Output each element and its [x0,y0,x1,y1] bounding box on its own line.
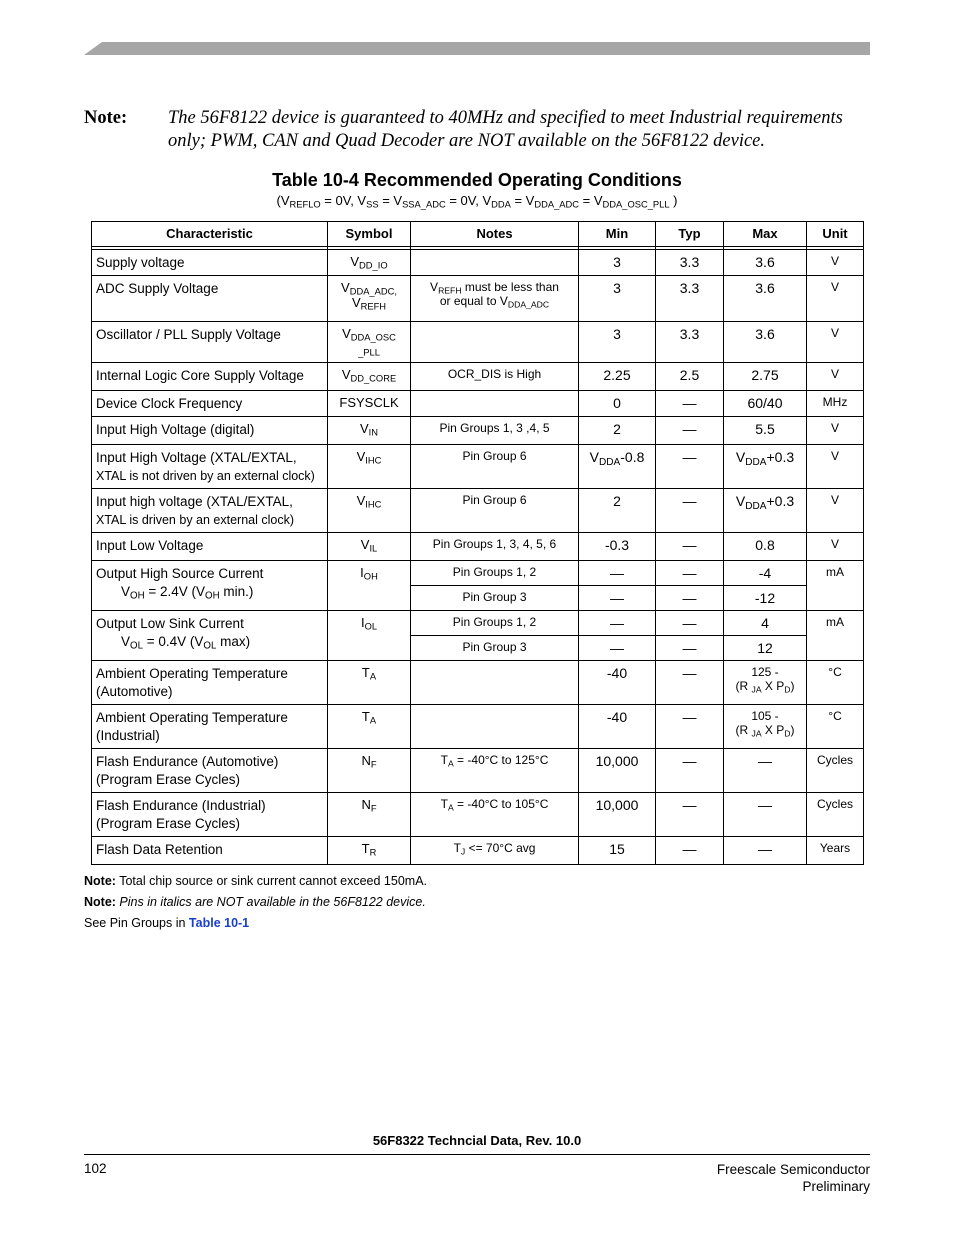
table-row [92,445,864,489]
row-typ: 2.5 [656,363,724,391]
table-row [92,322,864,363]
row-max: 3.6 [724,250,807,276]
table-row [92,417,864,445]
row-min: 3 [579,322,656,363]
row-typ: 3.3 [656,322,724,363]
row-notes: $T_A = -40^\circ C$ to 125°C [411,749,579,793]
table-title: Table 10-4 Recommended Operating Conditions [272,170,682,190]
row-characteristic: Flash Data Retention [92,837,328,865]
row-unit: V [807,250,864,276]
row-characteristic: Input high voltage (XTAL/EXTAL, XTAL is driven by an external clock) [92,489,328,533]
row-symbol: $I_{OH}$ [328,561,411,611]
row-typ: 3.3 [656,276,724,322]
row-symbol: $V_{DD\_IO}$ [328,250,411,276]
row-symbol: $V_{IHC}$ [328,445,411,489]
row-min: 3 [579,276,656,322]
row-min: 15 [579,837,656,865]
row-unit: V [807,363,864,391]
row-symbol: $T_A$ [328,661,411,705]
row-min: 2 [579,417,656,445]
row-notes: Pin Group 6 [411,489,579,533]
table-row [92,611,864,636]
row-min: — [579,636,656,661]
row-unit: MHz [807,391,864,417]
row-max: 0.8 [724,533,807,561]
row-min: -0.3 [579,533,656,561]
row-max: 4 [724,611,807,636]
row-symbol: $V_{DDA\_OSC}$ $_{\_PLL}$ [328,322,411,363]
row-characteristic: Flash Endurance (Automotive) (Program Erase Cycles) [92,749,328,793]
row-notes: $V_{REFH}$ must be less than or equal to $V_{DDA\_ADC}$ [411,276,579,322]
row-min: -40 [579,661,656,705]
table-header-row [92,222,864,247]
row-characteristic: Output Low Sink Current $V_{OL} = 0.4V$ ($V_{OL}$ max) [92,611,328,661]
row-typ: — [656,611,724,636]
footer-company [717,1161,870,1195]
row-characteristic: Input Low Voltage [92,533,328,561]
row-symbol: $T_R$ [328,837,411,865]
row-unit: °C [807,661,864,705]
row-notes: Pin Groups 1, 3 ,4, 5 [411,417,579,445]
row-typ: — [656,391,724,417]
table-row [92,705,864,749]
table-row [92,837,864,865]
row-unit: V [807,533,864,561]
row-min: -40 [579,705,656,749]
row-notes [411,250,579,276]
row-notes [411,661,579,705]
row-max: $V_{DDA}+0.3$ [724,489,807,533]
row-typ: — [656,561,724,586]
table-conditions: ($V_{REFLO} = 0V$, $V_{SS} = V_{SSA\_ADC} = 0V$, $V_{DDA} = V_{DDA\_ADC} = V_{DDA\_OSC\_PLL}$ ) [276,193,678,210]
row-typ: — [656,749,724,793]
row-symbol: $V_{IN}$ [328,417,411,445]
row-notes: Pin Group 3 [411,586,579,611]
table-row [92,749,864,793]
row-max: 105 - (R $_{JA}$ X $P_D$) [724,705,807,749]
row-min: 0 [579,391,656,417]
footnotes [84,871,427,934]
row-characteristic: Oscillator / PLL Supply Voltage [92,322,328,363]
table-row [92,561,864,586]
row-unit: Cycles [807,793,864,837]
row-min: 2.25 [579,363,656,391]
row-min: — [579,586,656,611]
table-row [92,276,864,322]
table-row [92,661,864,705]
row-notes: Pin Group 3 [411,636,579,661]
row-max: 125 - (R $_{JA}$ X $P_D$) [724,661,807,705]
row-symbol: $V_{IL}$ [328,533,411,561]
row-notes: Pin Groups 1, 2 [411,611,579,636]
row-notes [411,705,579,749]
row-notes: Pin Group 6 [411,445,579,489]
row-symbol: $V_{IHC}$ [328,489,411,533]
row-typ: 3.3 [656,250,724,276]
row-notes: OCR_DIS is High [411,363,579,391]
header-max: Max [724,222,807,247]
row-notes: Pin Groups 1, 2 [411,561,579,586]
table-row [92,391,864,417]
row-max: $V_{DDA}+0.3$ [724,445,807,489]
row-max: 12 [724,636,807,661]
row-symbol: $N_F$ [328,749,411,793]
row-typ: — [656,417,724,445]
row-unit: V [807,276,864,322]
row-symbol: $I_{OL}$ [328,611,411,661]
row-typ: — [656,489,724,533]
operating-conditions-table [91,221,864,865]
table-row [92,489,864,533]
row-min: 3 [579,250,656,276]
header-symbol: Symbol [328,222,411,247]
row-characteristic: Input High Voltage (XTAL/EXTAL, XTAL is not driven by an external clock) [92,445,328,489]
row-max: 3.6 [724,276,807,322]
row-max: 3.6 [724,322,807,363]
row-notes [411,322,579,363]
row-characteristic: Ambient Operating Temperature (Automotive) [92,661,328,705]
header-unit: Unit [807,222,864,247]
table-row [92,533,864,561]
row-max: — [724,749,807,793]
table-row [92,363,864,391]
row-typ: — [656,837,724,865]
row-typ: — [656,586,724,611]
company-name: Freescale Semiconductor [716,1162,870,1177]
row-min: 2 [579,489,656,533]
row-symbol: FSYSCLK [328,391,411,417]
page-number: 102 [84,1161,107,1176]
row-symbol: $V_{DD\_CORE}$ [328,363,411,391]
row-typ: — [656,533,724,561]
row-characteristic: Device Clock Frequency [92,391,328,417]
table-row [92,250,864,276]
row-notes: $T_A = -40^\circ C$ to 105°C [411,793,579,837]
footer-title: 56F8322 Techncial Data, Rev. 10.0 [372,1133,582,1148]
device-note [84,107,874,153]
row-typ: — [656,705,724,749]
row-min: 10,000 [579,749,656,793]
row-unit: Years [807,837,864,865]
note-label: Note: [84,108,128,128]
row-characteristic: Flash Endurance (Industrial) (Program Erase Cycles) [92,793,328,837]
row-min: 10,000 [579,793,656,837]
row-min: $V_{DDA}-0.8$ [579,445,656,489]
header-notes: Notes [411,222,579,247]
row-typ: — [656,793,724,837]
row-max: — [724,793,807,837]
row-max: 5.5 [724,417,807,445]
row-characteristic: ADC Supply Voltage [92,276,328,322]
row-notes: Pin Groups 1, 3, 4, 5, 6 [411,533,579,561]
row-symbol: $N_F$ [328,793,411,837]
row-max: 2.75 [724,363,807,391]
header-characteristic: Characteristic [92,222,328,247]
row-unit: V [807,489,864,533]
document-status: Preliminary [802,1179,870,1194]
row-max: -4 [724,561,807,586]
row-characteristic: Ambient Operating Temperature (Industrial) [92,705,328,749]
row-unit: °C [807,705,864,749]
row-unit: V [807,322,864,363]
footnote-pin-groups: See Pin Groups in Table 10-1 [84,916,250,930]
header-bar [84,42,870,55]
row-unit: Cycles [807,749,864,793]
header-min: Min [579,222,656,247]
row-symbol: $V_{DDA\_ADC,}$ $V_{REFH}$ [328,276,411,322]
table-10-1-link[interactable]: Table 10-1 [188,916,250,930]
row-characteristic: Internal Logic Core Supply Voltage [92,363,328,391]
row-notes: $T_J <= 70^\circ C$ avg [411,837,579,865]
row-symbol: $T_A$ [328,705,411,749]
row-unit: V [807,445,864,489]
row-unit: V [807,417,864,445]
row-typ: — [656,445,724,489]
row-min: — [579,611,656,636]
footer-divider [84,1154,870,1155]
row-characteristic: Input High Voltage (digital) [92,417,328,445]
row-max: 60/40 [724,391,807,417]
row-typ: — [656,636,724,661]
header-typ: Typ [656,222,724,247]
footnote-current: Note: Total chip source or sink current cannot exceed 150mA. [84,874,428,888]
row-notes [411,391,579,417]
row-unit: mA [807,561,864,611]
row-characteristic: Supply voltage [92,250,328,276]
row-characteristic: Output High Source Current $V_{OH} = 2.4V$ ($V_{OH}$ min.) [92,561,328,611]
table-row [92,793,864,837]
row-min: — [579,561,656,586]
note-text: The 56F8122 device is guaranteed to 40MHz and specified to meet Industrial requirements only; PWM, CAN and Quad Decoder are NOT available on the 56F8122 device. [168,108,843,151]
row-typ: — [656,661,724,705]
row-unit: mA [807,611,864,661]
row-max: -12 [724,586,807,611]
footnote-italics: Note: Pins in italics are NOT available in the 56F8122 device. [84,895,426,909]
row-max: — [724,837,807,865]
